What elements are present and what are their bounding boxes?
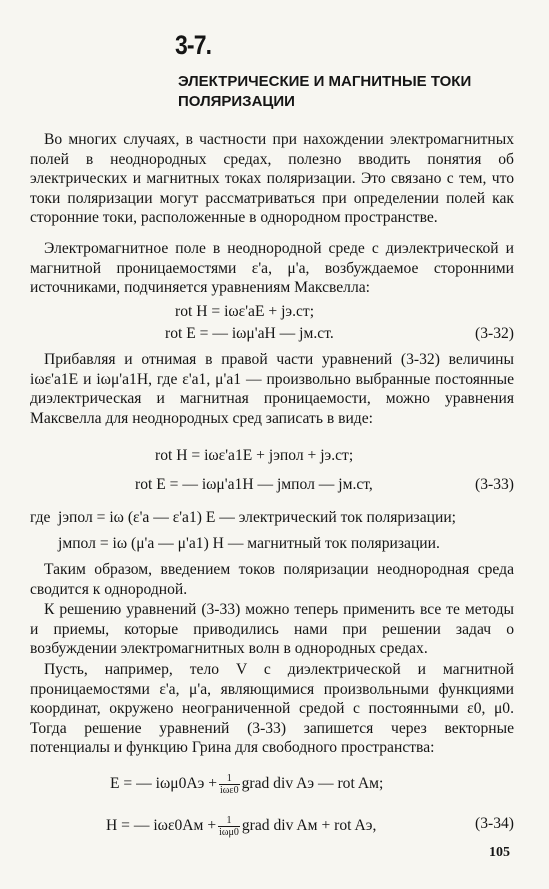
paragraph-homogeneous: Таким образом, введением токов поляризации неоднородная среда сводится к однородной.	[30, 561, 514, 598]
equation-part: H = — iωε0Aм +	[106, 817, 217, 835]
fraction-numerator: 1	[219, 773, 240, 785]
paragraph-methods: К решению уравнений (3-33) можно теперь применить все те методы и приемы, которые приводились нами при решении задач о возбуждении электромагнитных волн в однородных средах.	[30, 601, 514, 658]
equation-3-33-line2	[30, 476, 520, 498]
page-number: 105	[489, 845, 510, 860]
definition-text: jэпол = iω (ε'а — ε'а1) E — электрический ток поляризации;	[58, 509, 457, 526]
fraction	[218, 815, 240, 838]
equation-text: rot E = — iωμ'аH — jм.ст.	[165, 325, 334, 342]
definition-text: jмпол = iω (μ'а — μ'а1) H — магнитный ток поляризации.	[58, 535, 440, 552]
paragraph-example: Пусть, например, тело V с диэлектрической и магнитной проницаемостями ε'а, μ'а, являющимися произвольными функциями координат, окружено неограниченной средой с постоянными ε0, μ0. Тогда решение уравнений (3-33) запишется через векторные потенциалы и функцию Грина для свободного пространства:	[30, 661, 514, 757]
equation-text	[110, 773, 383, 796]
equation-3-32-line1	[30, 303, 520, 325]
equation-text	[106, 815, 376, 838]
equation-part: E = — iωμ0Aэ +	[110, 775, 218, 793]
fraction-denominator: iωε0	[220, 785, 239, 796]
where-word: где	[30, 509, 51, 526]
section-title: ЭЛЕКТРИЧЕСКИЕ И МАГНИТНЫЕ ТОКИ ПОЛЯРИЗАЦИИ	[178, 73, 472, 110]
equation-number: (3-34)	[475, 815, 514, 832]
equation-3-32-line2	[30, 325, 520, 347]
equation-3-33-line1	[30, 447, 520, 469]
equation-number: (3-33)	[475, 476, 514, 493]
fraction	[219, 773, 240, 796]
equation-text: rot H = iωε'а1E + jэпол + jэ.ст;	[155, 447, 354, 464]
equation-part: grad div Aэ — rot Aм;	[241, 775, 384, 793]
equation-3-34-line2	[30, 810, 520, 840]
definition-line2	[30, 535, 520, 557]
equation-text: rot H = iωε'аE + jэ.ст;	[175, 303, 315, 320]
equation-number: (3-32)	[475, 325, 514, 342]
fraction-numerator: 1	[218, 815, 240, 827]
definition-line1	[30, 509, 520, 531]
equation-text: rot E = — iωμ'а1H — jмпол — jм.ст,	[135, 476, 373, 493]
paragraph-add-subtract: Прибавляя и отнимая в правой части уравнений (3-32) величины iωε'а1E и iωμ'а1H, где ε'а1, μ'а1 — произвольно выбранные постоянные диэлектрическая и магнитная проницаемости, можно уравнения Максвелла для неоднородных сред записать в виде:	[30, 351, 514, 427]
fraction-denominator: iωμ0	[219, 827, 239, 838]
section-number: 3-7.	[175, 30, 212, 60]
paragraph-maxwell-intro: Электромагнитное поле в неоднородной среде с диэлектрической и магнитной проницаемостями ε'а, μ'а, возбуждаемое сторонними источниками, подчиняется уравнениям Максвелла:	[30, 240, 514, 297]
equation-part: grad div Aм + rot Aэ,	[241, 817, 377, 835]
equation-3-34-line1	[30, 768, 520, 798]
paragraph-intro: Во многих случаях, в частности при нахождении электромагнитных полей в неоднородных средах, полезно вводить понятия об электрических и магнитных токах поляризации. Это связано с тем, что токи поляризации могут рассматриваться при определении полей как сторонние токи, расположенные в однородном пространстве.	[30, 131, 514, 227]
